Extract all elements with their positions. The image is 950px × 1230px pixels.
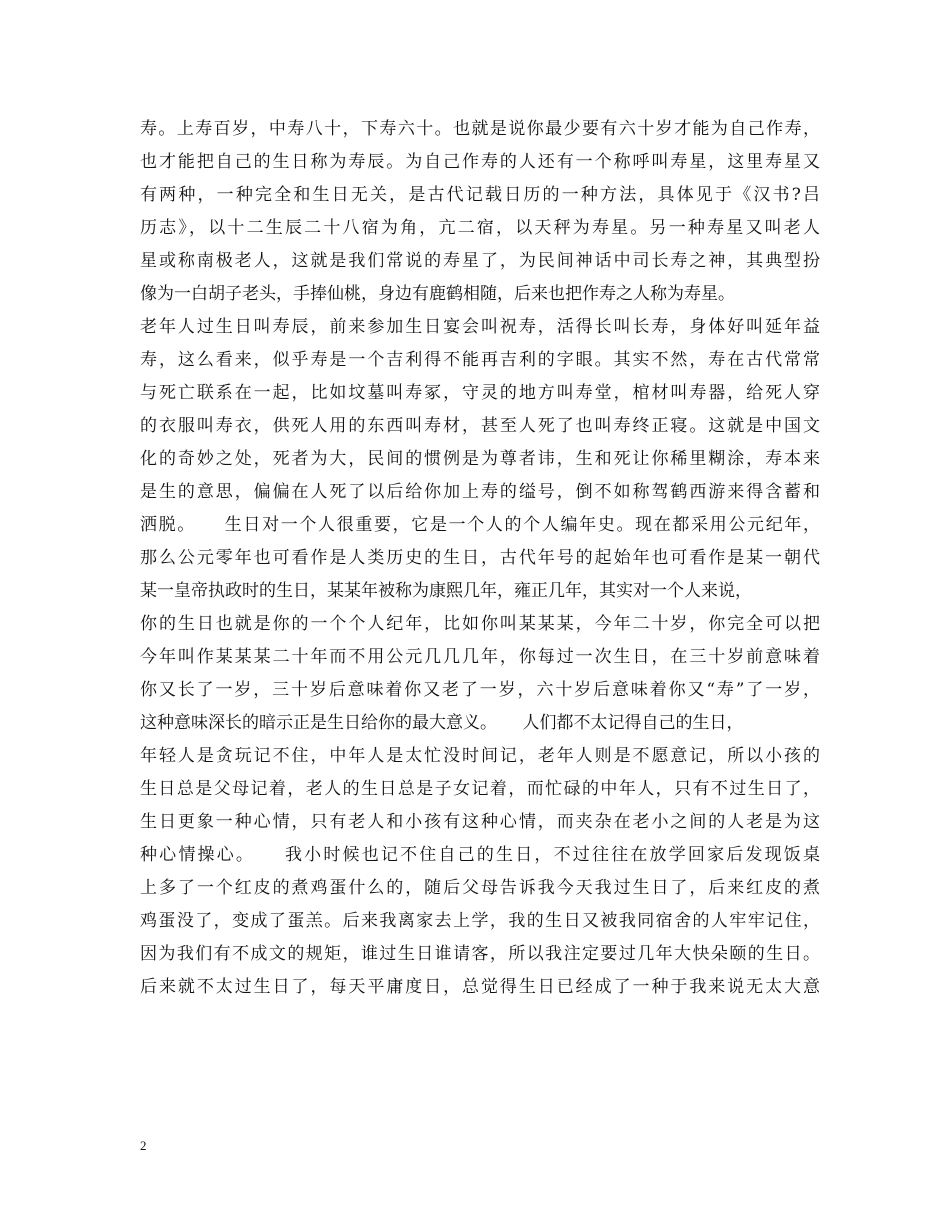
text-line: 种心情操心。 我小时候也记不住自己的生日，不过往往在放学回家后发现饭桌 [140, 845, 820, 865]
text-line: 像为一白胡子老头，手捧仙桃，身边有鹿鹤相随，后来也把作寿之人称为寿星。 [140, 284, 735, 304]
text-line: 洒脱。 生日对一个人很重要，它是一个人的个人编年史。现在都采用公元纪年， [140, 515, 820, 535]
text-line: 是生的意思，偏偏在人死了以后给你加上寿的缢号，倒不如称驾鹤西游来得含蓄和 [140, 482, 820, 502]
text-line: 生日总是父母记着，老人的生日总是子女记着，而忙碌的中年人，只有不过生日了， [140, 779, 820, 799]
text-line: 老年人过生日叫寿辰，前来参加生日宴会叫祝寿，活得长叫长寿，身体好叫延年益 [140, 317, 820, 337]
text-line: 化的奇妙之处，死者为大，民间的惯例是为尊者讳，生和死让你稀里糊涂，寿本来 [140, 449, 820, 469]
page-number: 2 [140, 1138, 147, 1153]
text-line: 因为我们有不成文的规矩，谁过生日谁请客，所以我注定要过几年大快朵颐的生日。 [140, 944, 820, 964]
text-line: 历志》，以十二生辰二十八宿为角，亢二宿，以天秤为寿星。另一种寿星又叫老人 [140, 218, 820, 238]
text-line: 某一皇帝执政时的生日，某某年被称为康熙几年，雍正几年，其实对一个人来说， [140, 581, 752, 601]
text-line: 你的生日也就是你的一个个人纪年，比如你叫某某某，今年二十岁，你完全可以把 [140, 614, 820, 634]
text-line: 鸡蛋没了，变成了蛋羔。后来我离家去上学，我的生日又被我同宿舍的人牢牢记住， [140, 911, 820, 931]
text-line: 后来就不太过生日了，每天平庸度日，总觉得生日已经成了一种于我来说无太大意 [140, 977, 820, 997]
text-line: 寿。上寿百岁，中寿八十，下寿六十。也就是说你最少要有六十岁才能为自己作寿， [140, 119, 820, 139]
text-line: 年轻人是贪玩记不住，中年人是太忙没时间记，老年人则是不愿意记，所以小孩的 [140, 746, 820, 766]
text-line: 你又长了一岁，三十岁后意味着你又老了一岁，六十岁后意味着你又“寿”了一岁， [140, 680, 820, 700]
body-text [140, 113, 820, 1004]
text-line: 有两种，一种完全和生日无关，是古代记载日历的一种方法，具体见于《汉书?吕 [140, 185, 820, 205]
text-line: 今年叫作某某某二十年而不用公元几几几年，你每过一次生日，在三十岁前意味着 [140, 647, 820, 667]
text-line: 那么公元零年也可看作是人类历史的生日，古代年号的起始年也可看作是某一朝代 [140, 548, 820, 568]
text-line: 与死亡联系在一起，比如坟墓叫寿冢，守灵的地方叫寿堂，棺材叫寿器，给死人穿 [140, 383, 820, 403]
text-line: 的衣服叫寿衣，供死人用的东西叫寿材，甚至人死了也叫寿终正寝。这就是中国文 [140, 416, 820, 436]
text-line: 生日更象一种心情，只有老人和小孩有这种心情，而夹杂在老小之间的人老是为这 [140, 812, 820, 832]
text-line: 星或称南极老人，这就是我们常说的寿星了，为民间神话中司长寿之神，其典型扮 [140, 251, 820, 271]
text-line: 上多了一个红皮的煮鸡蛋什么的，随后父母告诉我今天我过生日了，后来红皮的煮 [140, 878, 820, 898]
text-line: 这种意味深长的暗示正是生日给你的最大意义。 人们都不太记得自己的生日， [140, 713, 744, 733]
text-line: 寿，这么看来，似乎寿是一个吉利得不能再吉利的字眼。其实不然，寿在古代常常 [140, 350, 820, 370]
text-line: 也才能把自己的生日称为寿辰。为自己作寿的人还有一个称呼叫寿星，这里寿星又 [140, 152, 820, 172]
